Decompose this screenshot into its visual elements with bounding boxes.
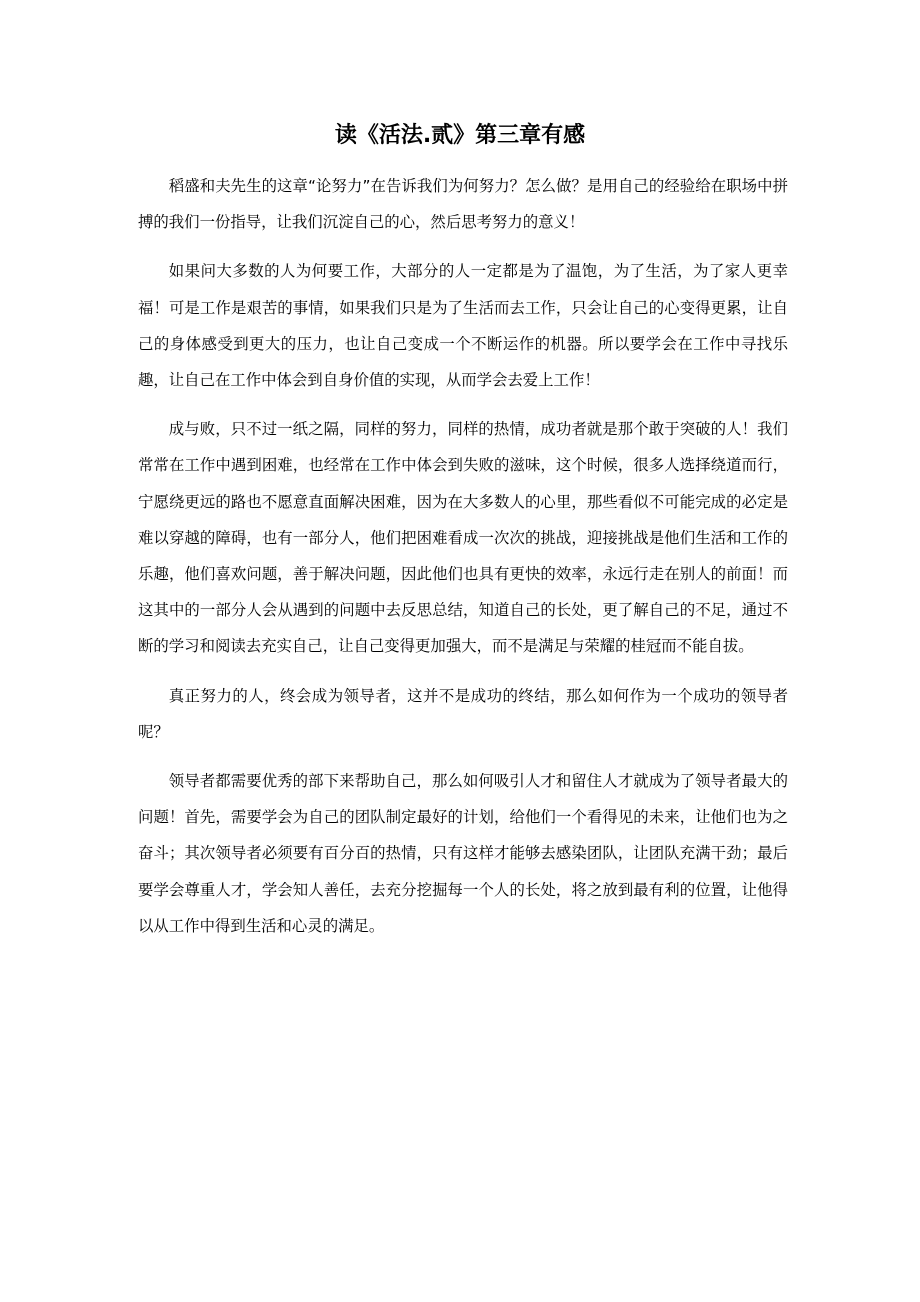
document-title: 读《活法.贰》第三章有感 <box>334 123 586 148</box>
paragraph-4: 真正努力的人，终会成为领导者，这并不是成功的终结，那么如何作为一个成功的领导者呢？ <box>138 686 788 741</box>
paragraph-2: 如果问大多数的人为何要工作，大部分的人一定都是为了温饱，为了生活，为了家人更幸福！可是工作是艰苦的事情，如果我们只是为了生活而去工作，只会让自己的心变得更累，让自己的身体感受到更大的压力，也让自己变成一个不断运作的机器。所以要学会在工作中寻找乐趣，让自己在工作中体会到自身价值的实现，从而学会去爱上工作！ <box>138 262 788 390</box>
paragraph-5: 领导者都需要优秀的部下来帮助自己，那么如何吸引人才和留住人才就成为了领导者最大的问题！首先，需要学会为自己的团队制定最好的计划，给他们一个看得见的未来，让他们也为之奋斗；其次领导者必须要有百分百的热情，只有这样才能够去感染团队，让团队充满干劲；最后要学会尊重人才，学会知人善任，去充分挖掘每一个人的长处，将之放到最有利的位置，让他得以从工作中得到生活和心灵的满足。 <box>138 772 788 935</box>
paragraph-1: 稻盛和夫先生的这章“论努力”在告诉我们为何努力？怎么做？是用自己的经验给在职场中拼搏的我们一份指导，让我们沉淀自己的心，然后思考努力的意义！ <box>138 177 788 232</box>
paragraph-3: 成与败，只不过一纸之隔，同样的努力，同样的热情，成功者就是那个敢于突破的人！我们常常在工作中遇到困难，也经常在工作中体会到失败的滋味，这个时候，很多人选择绕道而行，宁愿绕更远的路也不愿意直面解决困难，因为在大多数人的心里，那些看似不可能完成的必定是难以穿越的障碍，也有一部分人，他们把困难看成一次次的挑战，迎接挑战是他们生活和工作的乐趣，他们喜欢问题，善于解决问题，因此他们也具有更快的效率，永远行走在别人的前面！而这其中的一部分人会从遇到的问题中去反思总结，知道自己的长处，更了解自己的不足，通过不断的学习和阅读去充实自己，让自己变得更加强大，而不是满足与荣耀的桂冠而不能自拔。 <box>138 420 788 656</box>
document-body <box>138 168 788 957</box>
